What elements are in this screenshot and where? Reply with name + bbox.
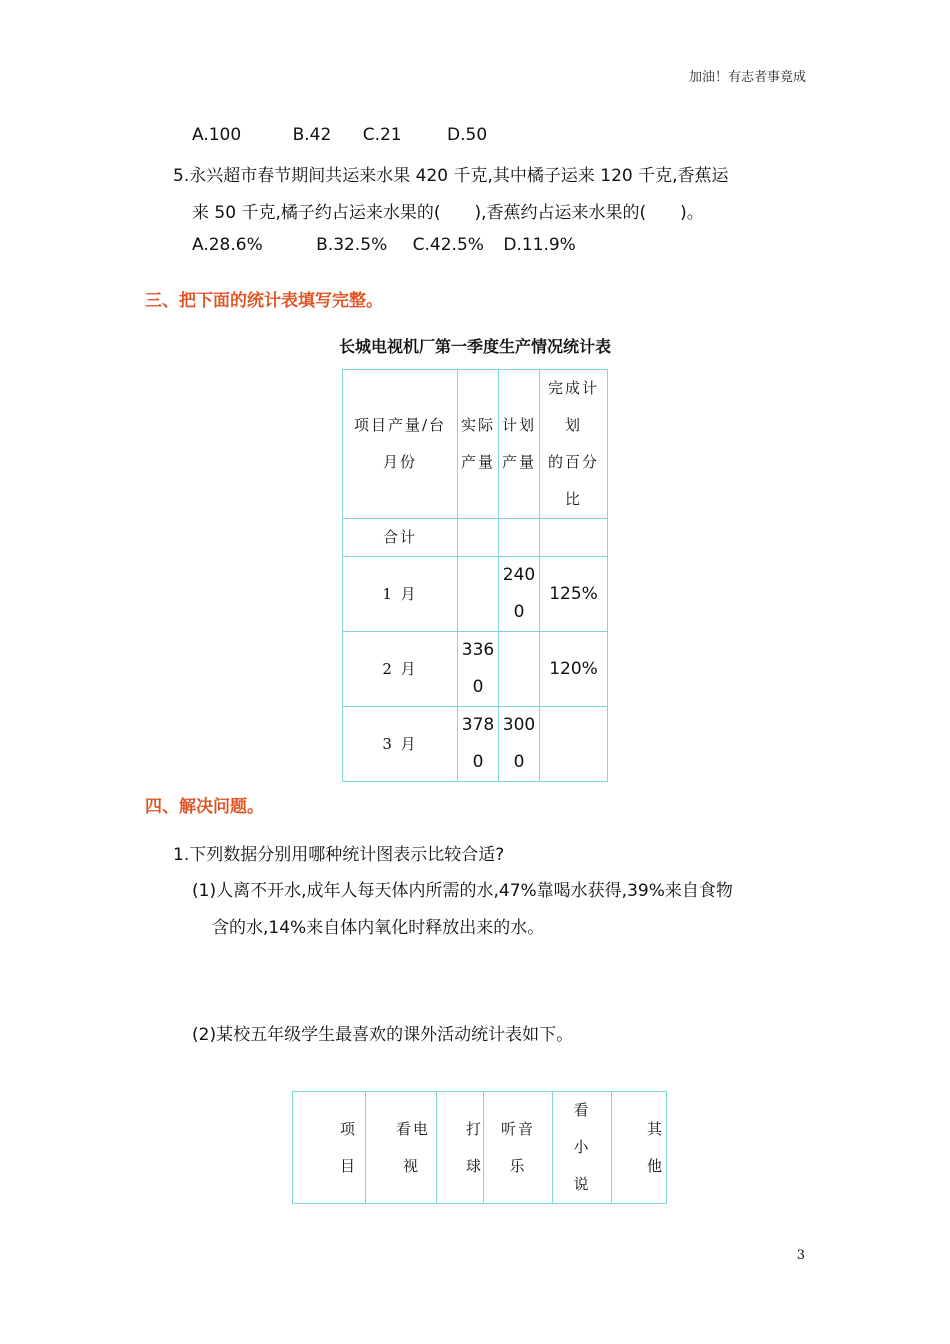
page-number: 3 — [796, 1248, 805, 1263]
activity-col-music — [484, 1092, 553, 1204]
cell-percent-mar — [540, 707, 608, 782]
activity-other-line2: 他 — [646, 1156, 664, 1175]
cell-plan-feb — [499, 632, 540, 707]
activity-col-other — [612, 1092, 667, 1204]
activity-tv-line2: 视 — [402, 1156, 420, 1175]
row-label — [343, 557, 458, 632]
activity-item-line1: 项 — [339, 1119, 357, 1138]
header-actual — [458, 370, 499, 519]
actual-feb-part1: 336 — [461, 640, 495, 660]
row-month-mar: 3 月 — [382, 734, 418, 753]
actual-feb-part2: 0 — [472, 677, 484, 697]
table-header-row — [343, 370, 608, 519]
section-4-heading: 四、解决问题。 — [145, 797, 264, 817]
table-row-jan — [343, 557, 608, 632]
section-3-heading: 三、把下面的统计表填写完整。 — [145, 291, 383, 311]
q4-options — [192, 125, 487, 145]
row-label — [343, 632, 458, 707]
header-plan — [499, 370, 540, 519]
header-percent-line2: 划 — [564, 416, 582, 434]
activity-col-item — [293, 1092, 366, 1204]
row-label — [343, 519, 458, 557]
actual-mar-part1: 378 — [461, 715, 495, 735]
activity-novel-line1: 看 — [573, 1101, 591, 1119]
activity-ball-line1: 打 — [465, 1119, 483, 1138]
cell-percent-total — [540, 519, 608, 557]
q5-option-d: D.11.9% — [503, 235, 576, 255]
percent-feb: 120% — [549, 658, 598, 679]
activity-novel-line3: 说 — [573, 1175, 591, 1193]
cell-plan-total — [499, 519, 540, 557]
cell-actual-jan — [458, 557, 499, 632]
activity-col-ball — [437, 1092, 484, 1204]
row-month-jan: 1 月 — [382, 584, 418, 603]
header-month-label: 月份 — [382, 453, 417, 471]
header-percent-line4: 比 — [564, 490, 582, 508]
plan-jan-part1: 240 — [502, 565, 536, 585]
production-table — [342, 369, 608, 782]
q5-line-1: 5.永兴超市春节期间共运来水果 420 千克,其中橘子运来 120 千克,香蕉运 — [173, 166, 729, 186]
q1-part1-line2: 含的水,14%来自体内氧化时释放出来的水。 — [212, 918, 545, 938]
activity-novel-line2: 小 — [573, 1138, 591, 1156]
table-row-mar — [343, 707, 608, 782]
activity-ball-line2: 球 — [465, 1156, 483, 1175]
q5-line-2: 来 50 千克,橘子约占运来水果的( ),香蕉约占运来水果的( )。 — [192, 203, 704, 223]
plan-mar-part2: 0 — [513, 752, 525, 772]
table-row-feb — [343, 632, 608, 707]
percent-jan: 125% — [549, 583, 598, 604]
q1-stem: 1.下列数据分别用哪种统计图表示比较合适? — [173, 845, 505, 865]
row-label — [343, 707, 458, 782]
activity-col-tv — [366, 1092, 437, 1204]
q5-option-a: A.28.6% — [192, 235, 263, 255]
q1-part1-line1: (1)人离不开水,成年人每天体内所需的水,47%靠喝水获得,39%来自食物 — [192, 881, 733, 901]
cell-plan-jan — [499, 557, 540, 632]
cell-plan-mar — [499, 707, 540, 782]
row-month-total: 合计 — [382, 528, 417, 546]
activity-item-line2: 目 — [339, 1156, 357, 1175]
row-month-feb: 2 月 — [382, 659, 418, 678]
plan-jan-part2: 0 — [513, 602, 525, 622]
header-project-month — [343, 370, 458, 519]
activity-col-novel — [553, 1092, 612, 1204]
cell-actual-mar — [458, 707, 499, 782]
header-percent — [540, 370, 608, 519]
activity-other-line1: 其 — [646, 1119, 664, 1138]
header-project-label: 项目产量/台 — [353, 416, 447, 434]
cell-actual-total — [458, 519, 499, 557]
cell-actual-feb — [458, 632, 499, 707]
activity-tv-line1: 看电 — [395, 1119, 430, 1138]
q1-part2: (2)某校五年级学生最喜欢的课外活动统计表如下。 — [192, 1025, 574, 1045]
cell-percent-jan — [540, 557, 608, 632]
header-plan-line1: 计划 — [501, 416, 536, 434]
header-percent-line3: 的百分 — [547, 453, 599, 471]
q4-option-d: D.50 — [447, 125, 488, 145]
cell-percent-feb — [540, 632, 608, 707]
q4-option-a: A.100 — [192, 125, 242, 145]
q5-options — [192, 235, 576, 255]
header-actual-line2: 产量 — [460, 453, 495, 471]
q4-option-c: C.21 — [362, 125, 402, 145]
activity-table-row — [293, 1092, 667, 1204]
header-actual-line1: 实际 — [460, 416, 495, 434]
header-percent-line1: 完成计 — [547, 379, 599, 397]
activity-music-line2: 乐 — [509, 1156, 527, 1175]
header-plan-line2: 产量 — [501, 453, 536, 471]
table-1-title: 长城电视机厂第一季度生产情况统计表 — [338, 337, 611, 356]
activity-music-line1: 听音 — [500, 1119, 535, 1138]
activity-table — [292, 1091, 667, 1204]
q4-option-b: B.42 — [292, 125, 332, 145]
page-header-motto: 加油！有志者事竟成 — [688, 70, 806, 85]
actual-mar-part2: 0 — [472, 752, 484, 772]
plan-mar-part1: 300 — [502, 715, 536, 735]
q5-option-b: B.32.5% — [316, 235, 388, 255]
q5-option-c: C.42.5% — [412, 235, 484, 255]
table-row-total — [343, 519, 608, 557]
